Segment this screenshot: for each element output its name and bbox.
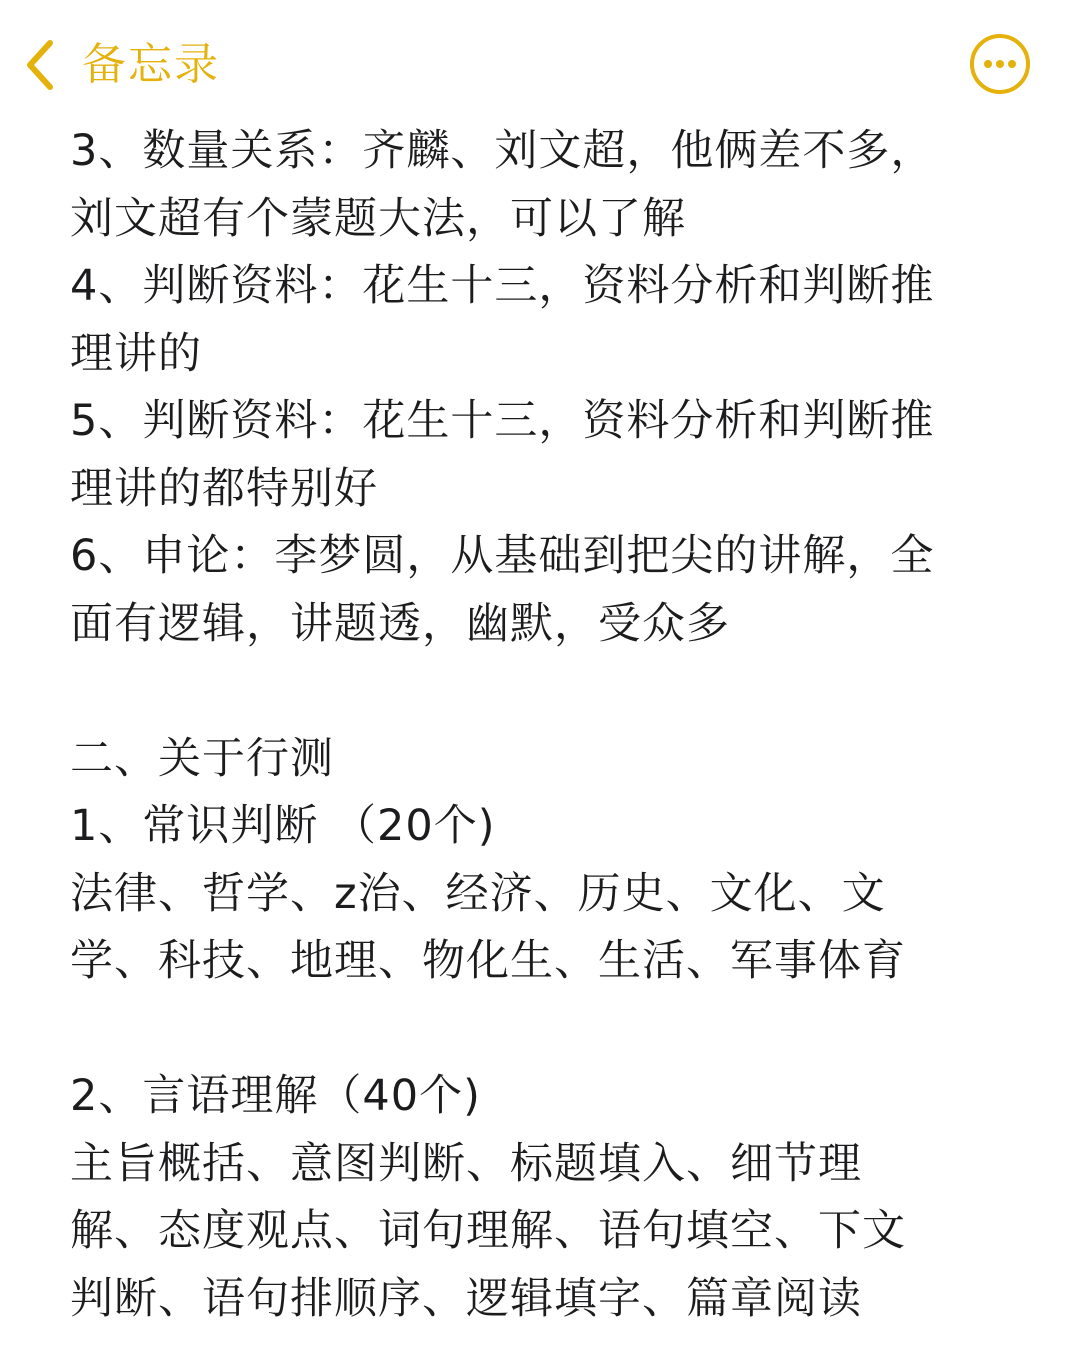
back-button[interactable] [20,30,220,100]
subsection-heading: 2、言语理解（40个) [70,1071,481,1121]
note-line: 理讲的 [70,328,202,379]
note-line: 刘文超有个蒙题大法，可以了解 [70,193,686,244]
ellipsis-circle-icon [969,33,1031,95]
note-line: 5、判断资料：花生十三，资料分析和判断推 [70,396,935,446]
note-line: 理讲的都特别好 [70,463,378,514]
note-blank-line [70,658,1030,726]
note-line: 法律、哲学、z治、经济、历史、文化、文 [70,868,886,919]
note-line: 解、态度观点、词句理解、语句填空、下文 [70,1206,906,1256]
note-line: 面有逻辑，讲题透，幽默，受众多 [70,598,730,649]
subsection-heading: 1、常识判断 （20个) [70,801,496,851]
note-line: 学、科技、地理、物化生、生活、军事体育 [70,936,906,986]
note-body[interactable] [70,118,1030,1333]
note-line: 主旨概括、意图判断、标题填入、细节理 [70,1138,862,1189]
note-line: 6、申论：李梦圆，从基础到把尖的讲解，全 [70,531,935,581]
back-label: 备忘录 [82,39,220,90]
note-line: 3、数量关系：齐麟、刘文超，他俩差不多， [70,126,935,176]
section-heading: 二、关于行测 [70,733,334,784]
navigation-bar [0,0,1080,118]
more-button[interactable] [969,33,1031,95]
note-line: 4、判断资料：花生十三，资料分析和判断推 [70,261,935,311]
note-line: 判断、语句排顺序、逻辑填字、篇章阅读 [70,1273,862,1324]
chevron-left-icon [20,35,60,95]
note-blank-line [70,996,1030,1064]
